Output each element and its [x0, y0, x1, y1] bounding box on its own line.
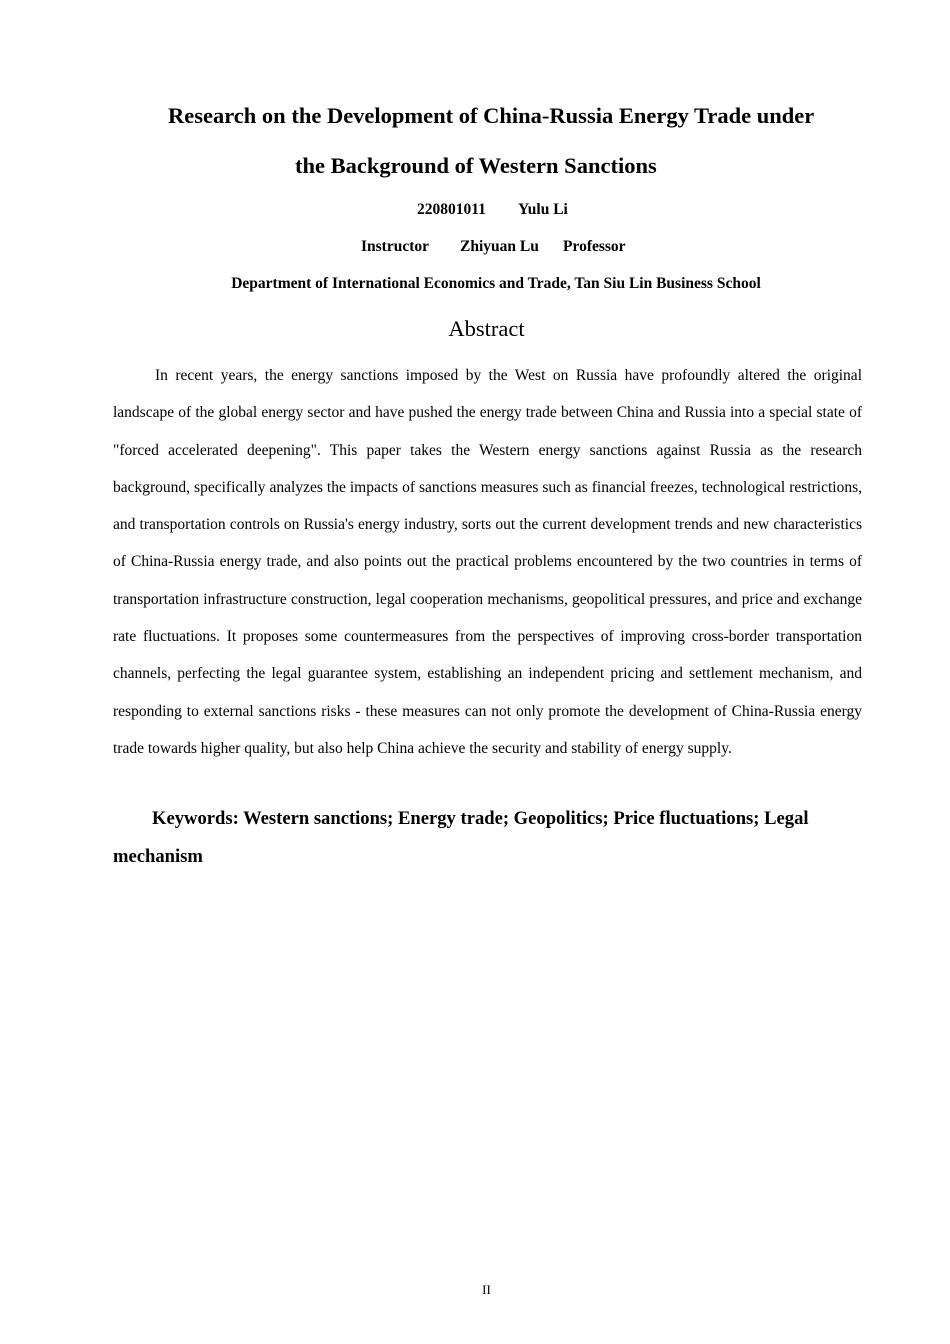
abstract-heading: Abstract — [448, 316, 525, 341]
paper-title-line-1: Research on the Development of China-Russia Energy Trade under — [168, 103, 815, 128]
abstract-body: In recent years, the energy sanctions imposed by the West on Russia have profoundly altered the original landscape of the global energy sector and have pushed the energy trade between China and Russia into a special state of "forced accelerated deepening". This paper takes the Western energy sanctions against Russia as the research background, specifically analyzes the impacts of sanctions measures such as financial freezes, technological restrictions, and transportation controls on Russia's energy industry, sorts out the current development trends and new characteristics of China-Russia energy trade, and also points out the practical problems encountered by the two countries in terms of transportation infrastructure construction, legal cooperation mechanisms, geopolitical pressures, and price and exchange rate fluctuations. It proposes some countermeasures from the perspectives of improving cross-border transportation channels, perfecting the legal guarantee system, establishing an independent pricing and settlement mechanism, and responding to external sanctions risks - these measures can not only promote the development of China-Russia energy trade towards higher quality, but also help China achieve the security and stability of energy supply. — [113, 367, 862, 757]
instructor-label: Instructor — [361, 238, 430, 255]
paper-title-line-2: the Background of Western Sanctions — [295, 153, 657, 178]
department: Department of International Economics and Trade, Tan Siu Lin Business School — [231, 275, 761, 292]
page-number: II — [482, 1282, 491, 1297]
student-id: 220801011 — [417, 201, 486, 218]
author-name: Yulu Li — [518, 201, 568, 218]
instructor-name: Zhiyuan Lu — [460, 238, 539, 255]
instructor-title: Professor — [563, 238, 626, 255]
keywords: Keywords: Western sanctions; Energy trade; Geopolitics; Price fluctuations; Legal mechanism — [113, 808, 809, 867]
